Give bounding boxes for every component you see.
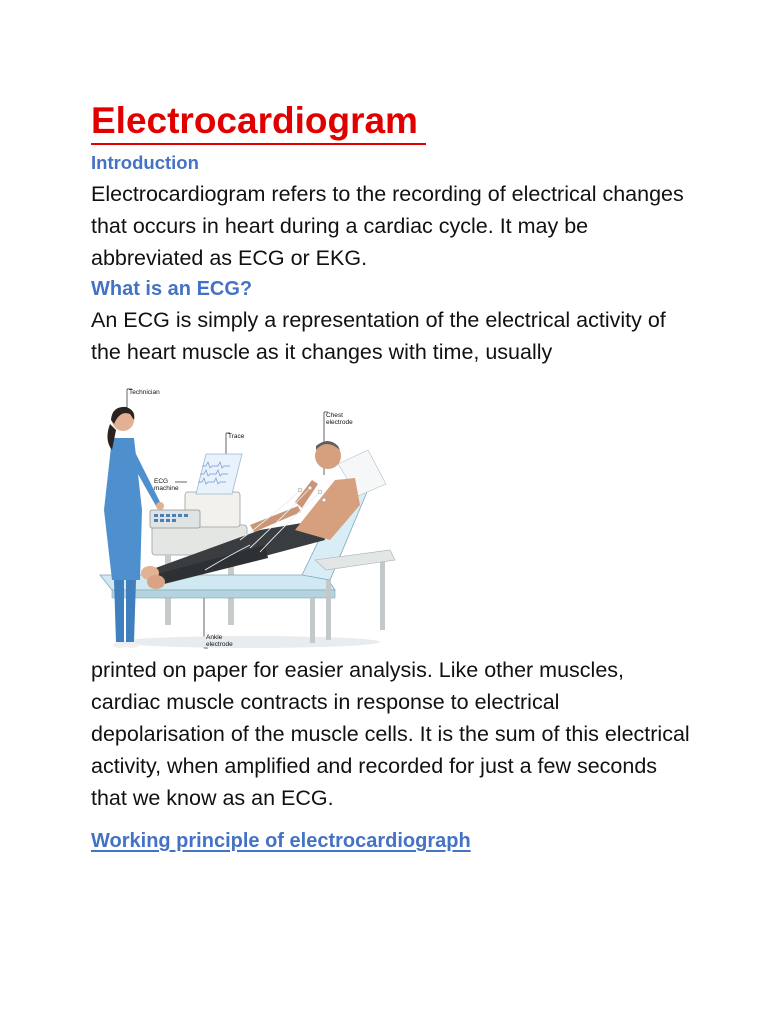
introduction-heading: Introduction bbox=[91, 152, 199, 173]
introduction-paragraph: Electrocardiogram refers to the recording of electrical changes that occurs in heart during a cardiac cycle. It may be abbreviated as ECG or EKG. bbox=[91, 182, 684, 270]
working-principle-link[interactable]: Working principle of electrocardiograph bbox=[91, 830, 471, 852]
ecg-continuation-paragraph: printed on paper for easier analysis. Like other muscles, cardiac muscle contracts in response to electrical depolarisation of the muscle cells. It is the sum of this electrical activity, when amplified and recorded for just a few seconds that we know as an ECG. bbox=[91, 658, 690, 810]
chest-electrode-label: Chest electrode bbox=[326, 412, 353, 426]
ecg-procedure-illustration bbox=[90, 380, 410, 652]
trace-label: Trace bbox=[228, 433, 245, 440]
ecg-illustration-drawing bbox=[90, 380, 410, 652]
document-title: Electrocardiogram bbox=[91, 100, 418, 141]
what-is-ecg-heading: What is an ECG? bbox=[91, 278, 253, 300]
title-underline bbox=[91, 143, 426, 145]
what-is-ecg-paragraph: An ECG is simply a representation of the electrical activity of the heart muscle as it changes with time, usually bbox=[91, 308, 666, 364]
ecg-machine-label: ECG machine bbox=[154, 478, 179, 492]
technician-label: Technician bbox=[129, 389, 160, 396]
ankle-electrode-label: Ankle electrode bbox=[206, 634, 233, 648]
